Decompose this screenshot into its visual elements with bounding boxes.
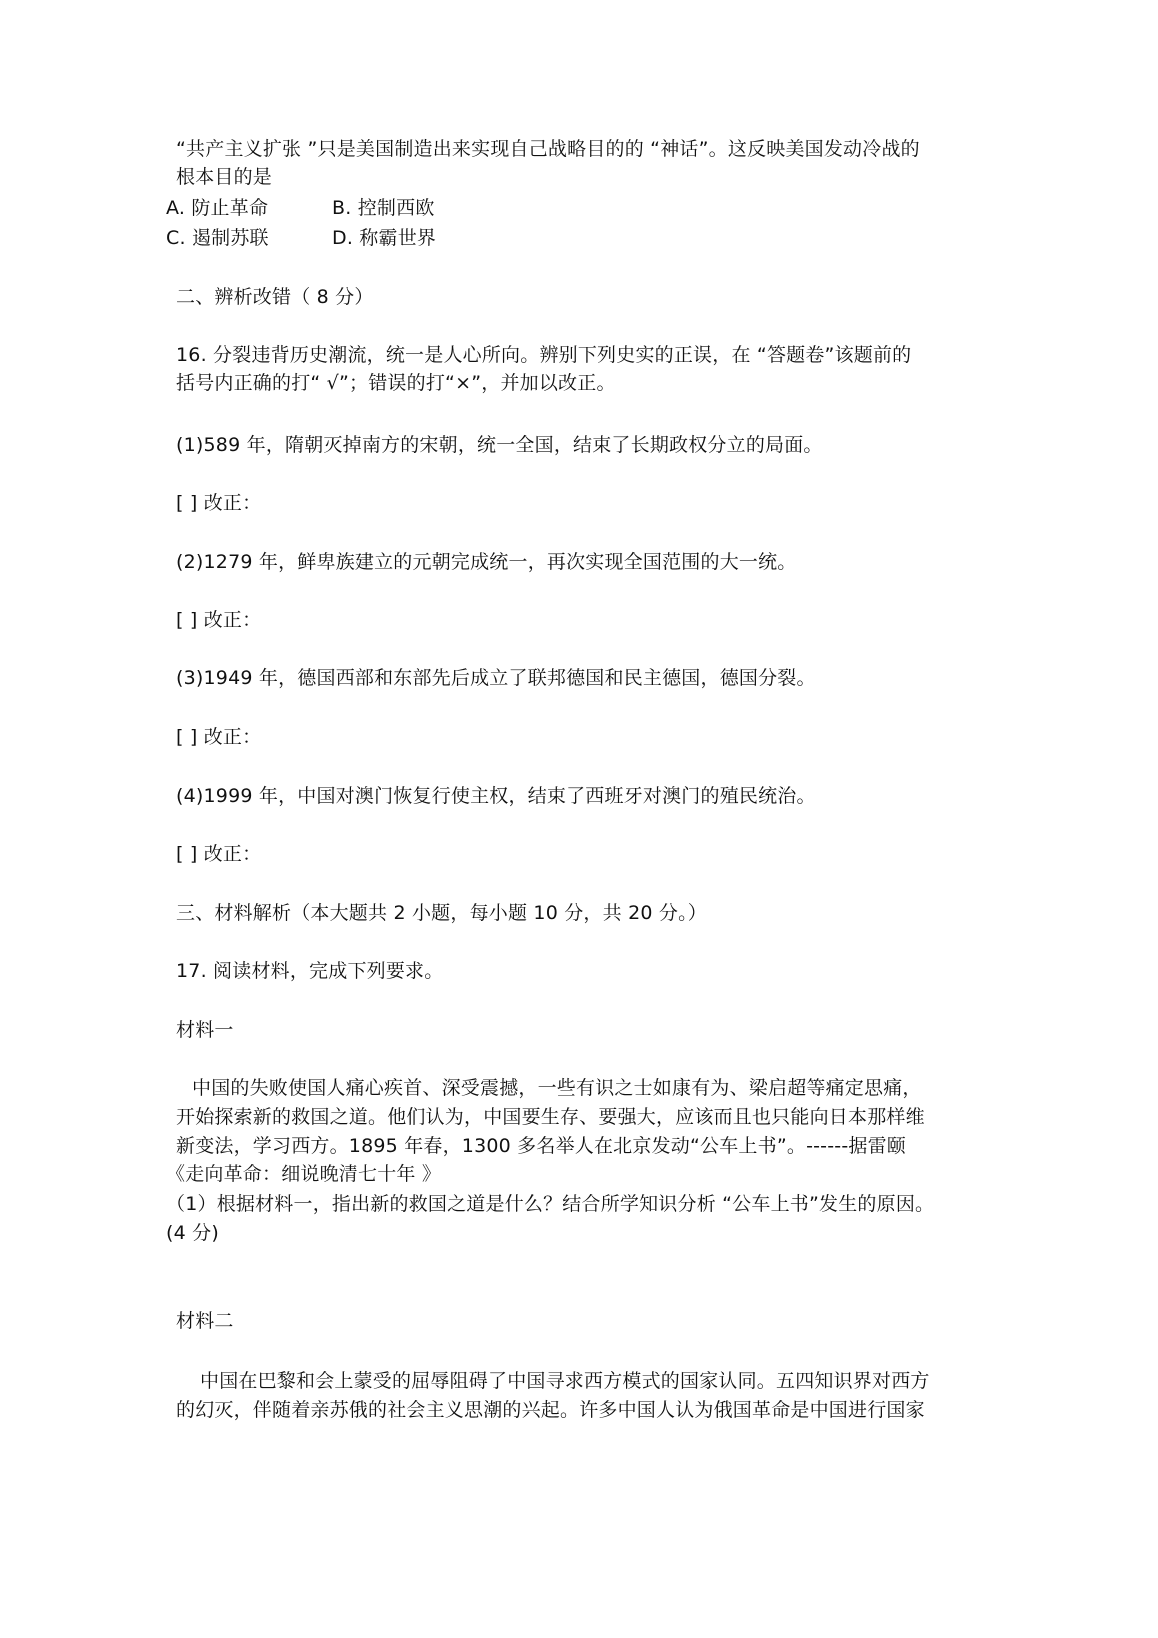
q17-stem: 17. 阅读材料，完成下列要求。 xyxy=(176,960,444,982)
q15-stem-line-2: 根本目的是 xyxy=(176,166,273,188)
q16-item-2: (2)1279 年，鲜卑族建立的元朝完成统一，再次实现全国范围的大一统。 xyxy=(176,551,797,573)
q16-item-4: (4)1999 年，中国对澳门恢复行使主权，结束了西班牙对澳门的殖民统治。 xyxy=(176,785,816,807)
q16-answer-line-1: [ ] 改正： xyxy=(176,492,262,514)
material-1-line-1: 中国的失败使国人痛心疾首、深受震撼，一些有识之士如康有为、梁启超等痛定思痛， xyxy=(192,1077,922,1099)
material-1-line-2: 开始探索新的救国之道。他们认为，中国要生存、要强大，应该而且也只能向日本那样维 xyxy=(176,1106,925,1128)
material-1-source: 《走向革命：细说晚清七十年 》 xyxy=(166,1163,442,1185)
q17-question-1-line-1: （1）根据材料一，指出新的救国之道是什么？结合所学知识分析 “公车上书”发生的原因。 xyxy=(166,1193,935,1215)
material-2-title: 材料二 xyxy=(176,1310,234,1332)
q15-option-c: C. 遏制苏联 xyxy=(166,227,269,249)
q15-option-d: D. 称霸世界 xyxy=(332,227,437,249)
material-1-line-3: 新变法，学习西方。1895 年春，1300 多名举人在北京发动“公车上书”。------据雷颐 xyxy=(176,1135,907,1157)
q17-question-1-line-2: (4 分) xyxy=(166,1222,219,1244)
q16-item-3: (3)1949 年，德国西部和东部先后成立了联邦德国和民主德国，德国分裂。 xyxy=(176,667,816,689)
q16-answer-line-2: [ ] 改正： xyxy=(176,609,262,631)
section-3-heading: 三、材料解析（本大题共 2 小题，每小题 10 分，共 20 分。） xyxy=(176,902,707,924)
section-2-heading: 二、辨析改错（ 8 分） xyxy=(176,286,374,308)
material-2-line-1: 中国在巴黎和会上蒙受的屈辱阻碍了中国寻求西方模式的国家认同。五四知识界对西方 xyxy=(200,1370,930,1392)
q16-answer-line-3: [ ] 改正： xyxy=(176,726,262,748)
q15-stem-line-1: “共产主义扩张 ”只是美国制造出来实现自己战略目的的 “神话”。这反映美国发动冷战的 xyxy=(176,138,920,160)
material-1-title: 材料一 xyxy=(176,1019,234,1041)
q16-stem-line-2: 括号内正确的打“ √”；错误的打“×”，并加以改正。 xyxy=(176,372,616,394)
material-2-line-2: 的幻灭，伴随着亲苏俄的社会主义思潮的兴起。许多中国人认为俄国革命是中国进行国家 xyxy=(176,1399,925,1421)
q16-item-1: (1)589 年，隋朝灭掉南方的宋朝，统一全国，结束了长期政权分立的局面。 xyxy=(176,434,823,456)
q15-option-b: B. 控制西欧 xyxy=(332,197,435,219)
q16-stem-line-1: 16. 分裂违背历史潮流，统一是人心所向。辨别下列史实的正误，在 “答题卷”该题前的 xyxy=(176,344,912,366)
q15-option-a: A. 防止革命 xyxy=(166,197,269,219)
q16-answer-line-4: [ ] 改正： xyxy=(176,843,262,865)
